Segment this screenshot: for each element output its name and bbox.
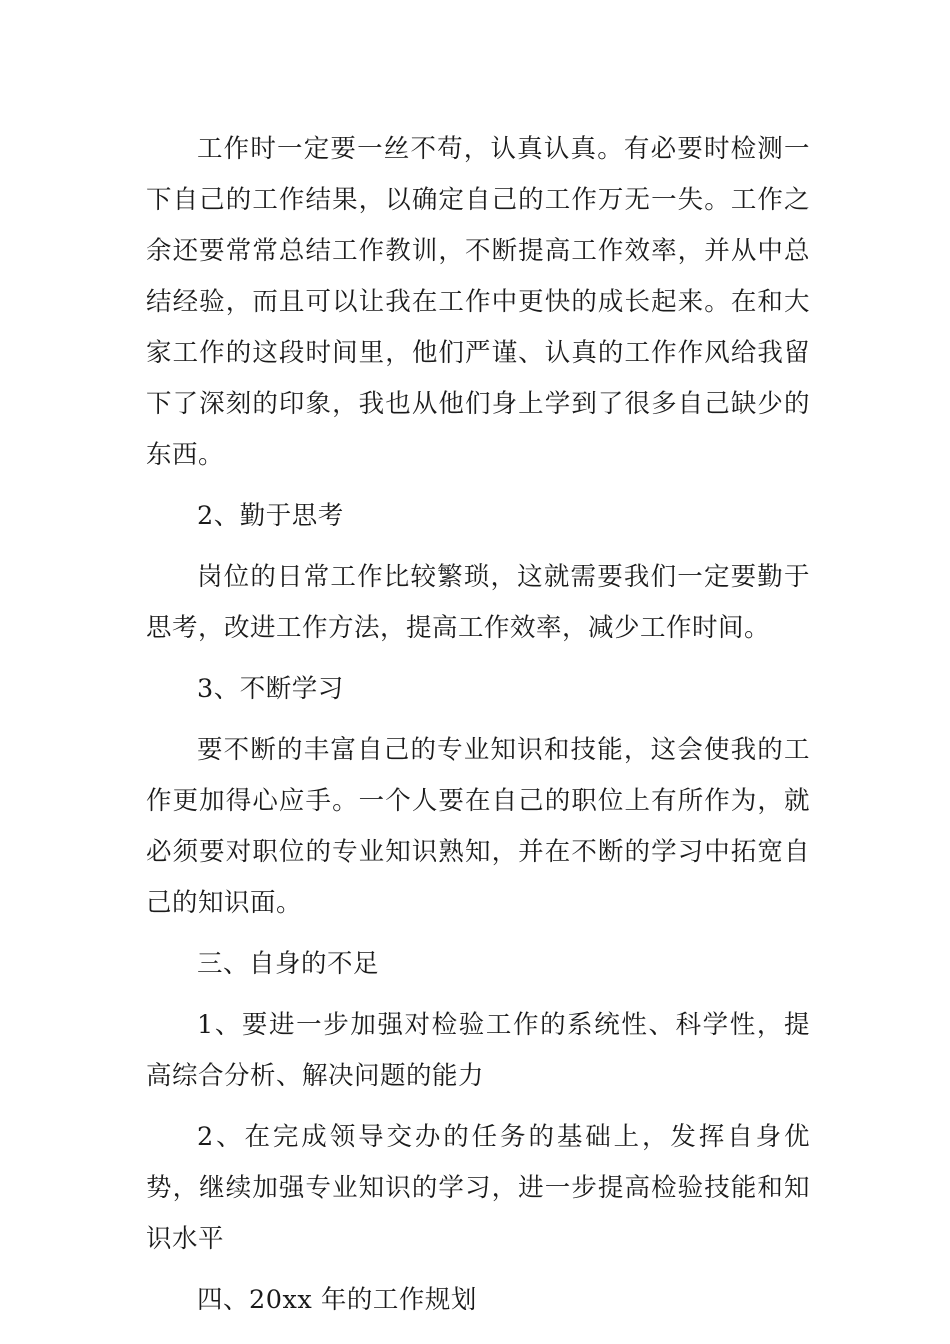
paragraph-work-attitude: 工作时一定要一丝不苟，认真认真。有必要时检测一下自己的工作结果，以确定自己的工作万无一失。工作之余还要常常总结工作教训，不断提高工作效率，并从中总结经验，而且可以让我在工作中更快的成长起来。在和大家工作的这段时间里，他们严谨、认真的工作作风给我留下了深刻的印象，我也从他们身上学到了很多自己缺少的东西。	[146, 134, 810, 470]
paragraph-shortcoming-2: 2、在完成领导交办的任务的基础上，发挥自身优势，继续加强专业知识的学习，进一步提高检验技能和知识水平	[146, 1122, 810, 1254]
paragraph-learning: 要不断的丰富自己的专业知识和技能，这会使我的工作更加得心应手。一个人要在自己的职位上有所作为，就必须要对职位的专业知识熟知，并在不断的学习中拓宽自己的知识面。	[146, 735, 810, 918]
paragraph-thinking: 岗位的日常工作比较繁琐，这就需要我们一定要勤于思考，改进工作方法，提高工作效率，减少工作时间。	[146, 562, 810, 643]
heading-work-plan: 四、20xx 年的工作规划	[197, 1285, 477, 1315]
heading-diligent-thinking: 2、勤于思考	[197, 501, 344, 531]
heading-continuous-learning: 3、不断学习	[197, 674, 344, 704]
heading-shortcomings: 三、自身的不足	[197, 949, 380, 979]
paragraph-shortcoming-1: 1、要进一步加强对检验工作的系统性、科学性，提高综合分析、解决问题的能力	[146, 1010, 810, 1091]
document-body	[146, 124, 810, 1336]
